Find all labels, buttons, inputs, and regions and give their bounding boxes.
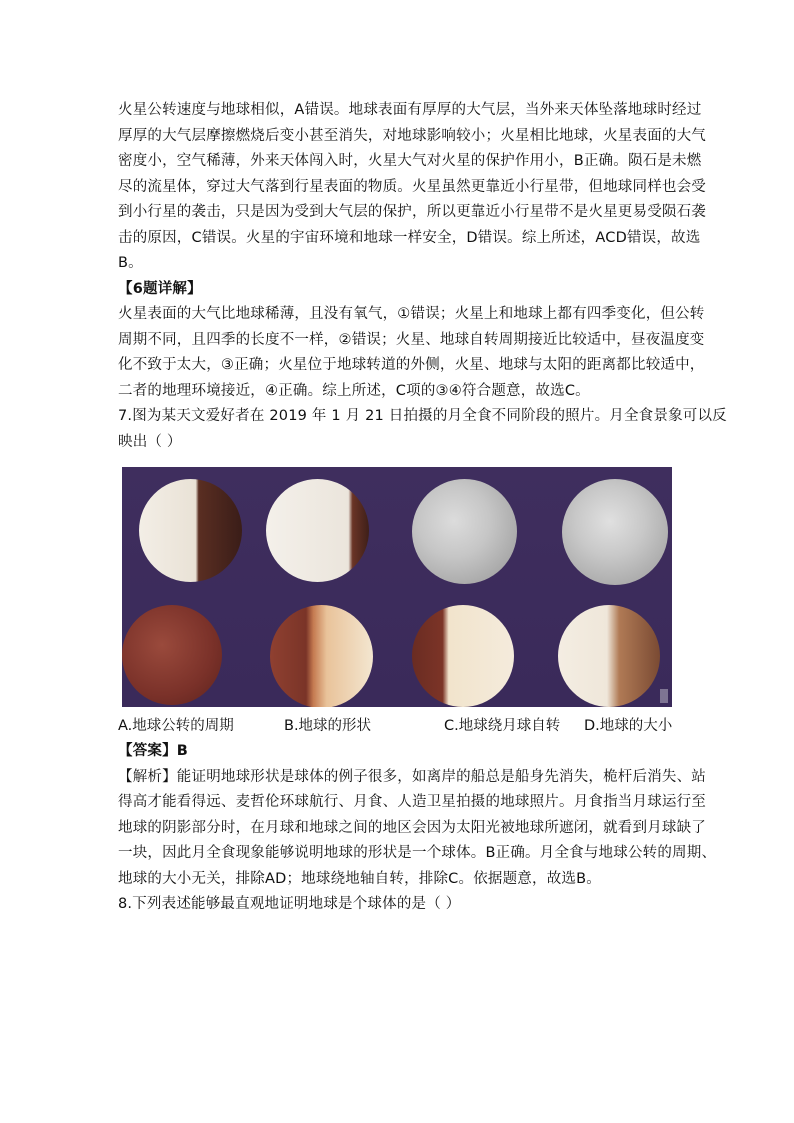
lunar-eclipse-photo: [122, 467, 672, 707]
moon-phase-2: [266, 479, 369, 582]
text-line: 【解析】能证明地球形状是球体的例子很多，如离岸的船总是船身先消失，桅杆后消失、站: [118, 768, 706, 785]
text-line: 密度小，空气稀薄，外来天体闯入时，火星大气对火星的保护作用小，B正确。陨石是未燃: [118, 153, 702, 169]
watermark: [660, 689, 668, 703]
text-line: 映出（ ）: [118, 433, 182, 450]
moon-phase-7: [412, 605, 514, 707]
text-line: 地球的阴影部分时，在月球和地球之间的地区会因为太阳光被地球所遮闭，就看到月球缺了: [118, 819, 706, 836]
option-a[interactable]: A.地球公转的周期: [118, 718, 234, 734]
text-line: 二者的地理环境接近，④正确。综上所述，C项的③④符合题意，故选C。: [118, 382, 590, 399]
text-line: 尽的流星体，穿过大气落到行星表面的物质。火星虽然更靠近小行星带，但地球同样也会受: [118, 178, 706, 195]
moon-phase-6: [270, 605, 373, 707]
text-line: 火星公转速度与地球相似，A错误。地球表面有厚厚的大气层，当外来天体坠落地球时经过: [118, 102, 702, 118]
q6-heading: 【6题详解】: [118, 280, 202, 297]
question-7-stem: [118, 404, 727, 455]
option-d[interactable]: D.地球的大小: [584, 718, 673, 734]
text-line: 7.图为某天文爱好者在 2019 年 1 月 21 日拍摄的月全食不同阶段的照片。月全食景象可以反: [118, 408, 727, 424]
option-c[interactable]: C.地球绕月球自转: [444, 718, 561, 734]
q7-options: [118, 713, 686, 739]
moon-phase-8: [558, 605, 660, 707]
document-page: [118, 98, 727, 918]
moon-phase-4: [562, 479, 668, 585]
moon-phase-5: [122, 605, 222, 705]
text-line: 周期不同，且四季的长度不一样，②错误；火星、地球自转周期接近比较适中，昼夜温度变: [118, 331, 705, 348]
q7-analysis: [118, 765, 717, 893]
text-line: 火星表面的大气比地球稀薄，且没有氧气，①错误；火星上和地球上都有四季变化，但公转: [118, 306, 705, 322]
text-line: 厚厚的大气层摩擦燃烧后变小甚至消失，对地球影响较小；火星相比地球，火星表面的大气: [118, 127, 706, 144]
text-line: B。: [118, 255, 143, 271]
text-line: 一块，因此月全食现象能够说明地球的形状是一个球体。B正确。月全食与地球公转的周期、: [118, 845, 717, 861]
explanation-q6: [118, 302, 705, 404]
text-line: 击的原因，C错误。火星的宇宙环境和地球一样安全，D错误。综上所述，ACD错误，故选: [118, 229, 701, 246]
option-b[interactable]: B.地球的形状: [284, 718, 372, 734]
text-line: 到小行星的袭击，只是因为受到大气层的保护，所以更靠近小行星带不是火星更易受陨石袭: [118, 204, 706, 220]
question-8-stem: 8.下列表述能够最直观地证明地球是个球体的是（ ）: [118, 896, 461, 912]
text-line: 地球的大小无关，排除AD；地球绕地轴自转，排除C。依据题意，故选B。: [118, 870, 601, 887]
q7-answer: 【答案】B: [118, 743, 189, 759]
moon-phase-3: [412, 479, 517, 584]
text-line: 化不致于太大，③正确；火星位于地球转道的外侧，火星、地球与太阳的距离都比较适中，: [118, 357, 705, 373]
explanation-q5: [118, 98, 706, 277]
text-line: 得高才能看得远、麦哲伦环球航行、月食、人造卫星拍摄的地球照片。月食指当月球运行至: [118, 794, 706, 810]
moon-phase-1: [139, 479, 242, 582]
